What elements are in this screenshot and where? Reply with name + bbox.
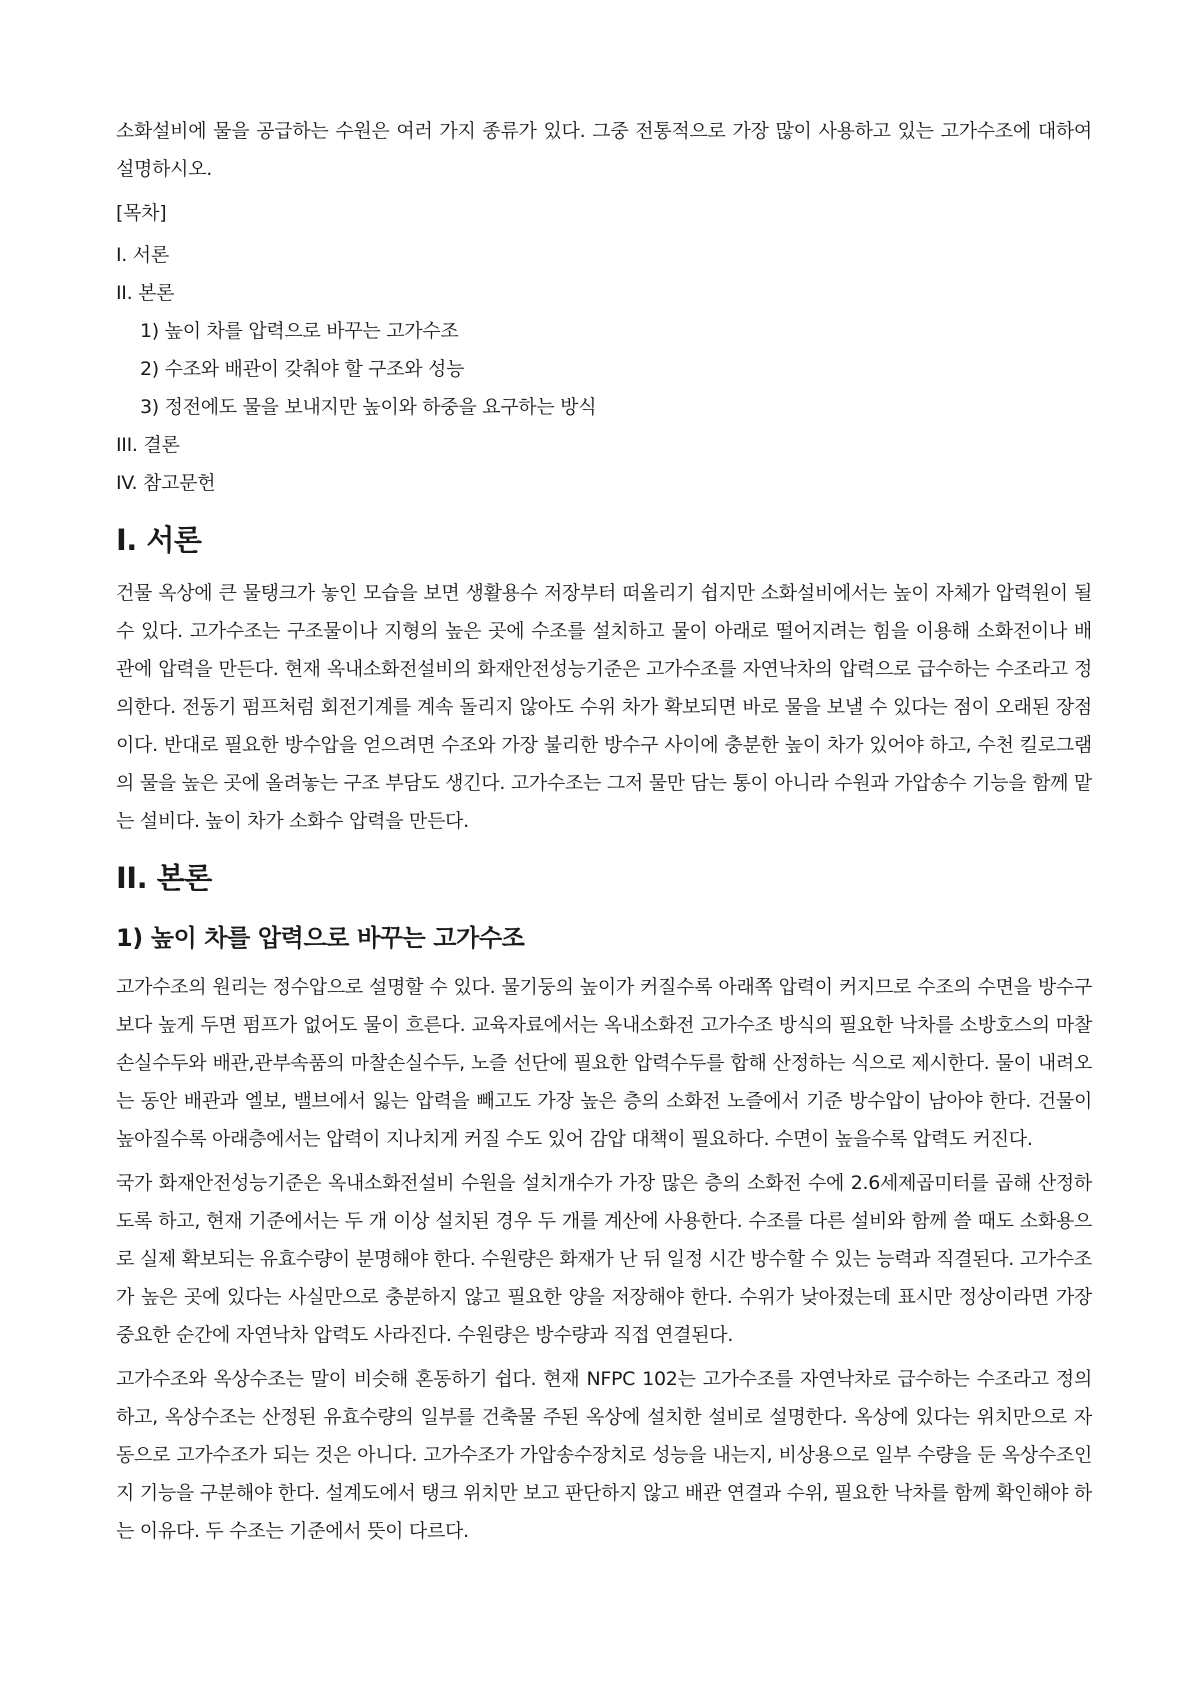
toc-item: III. 결론	[116, 434, 180, 456]
toc-item: 3) 정전에도 물을 보내지만 높이와 하중을 요구하는 방식	[140, 396, 597, 418]
body-paragraph: 고가수조와 옥상수조는 말이 비슷해 혼동하기 쉽다. 현재 NFPC 102는 고가수조를 자연낙차로 급수하는 수조라고 정의하고, 옥상수조는 산정된 유효수량의 일부를 건축물 주된 옥상에 설치한 설비로 설명한다. 옥상에 있다는 위치만으로 자동으로 고가수조가 되는 것은 아니다. 고가수조가 가압송수장치로 성능을 내는지, 비상용으로 일부 수량을 둔 옥상수조인지 기능을 구분해야 한다. 설계도에서 탱크 위치만 보고 판단하지 않고 배관 연결과 수위, 필요한 낙차를 함께 확인해야 하는 이유다. 두 수조는 기준에서 뜻이 다르다.	[116, 1368, 1092, 1542]
document-page	[116, 112, 1092, 1556]
toc-item: 1) 높이 차를 압력으로 바꾸는 고가수조	[140, 320, 459, 342]
body-paragraph: 고가수조의 원리는 정수압으로 설명할 수 있다. 물기둥의 높이가 커질수록 아래쪽 압력이 커지므로 수조의 수면을 방수구보다 높게 두면 펌프가 없어도 물이 흐른다. 교육자료에서는 옥내소화전 고가수조 방식의 필요한 낙차를 소방호스의 마찰손실수두와 배관,관부속품의 마찰손실수두, 노즐 선단에 필요한 압력수두를 합해 산정하는 식으로 제시한다. 물이 내려오는 동안 배관과 엘보, 밸브에서 잃는 압력을 빼고도 가장 높은 층의 소화전 노즐에서 기준 방수압이 남아야 한다. 건물이 높아질수록 아래층에서는 압력이 지나치게 커질 수도 있어 감압 대책이 필요하다. 수면이 높을수록 압력도 커진다.	[116, 976, 1092, 1150]
toc-heading: [목차]	[116, 202, 167, 224]
table-of-contents	[116, 194, 1092, 502]
toc-item: II. 본론	[116, 282, 175, 304]
section-heading-introduction: I. 서론	[116, 523, 202, 557]
toc-item: I. 서론	[116, 244, 169, 266]
subsection-heading-1: 1) 높이 차를 압력으로 바꾸는 고가수조	[116, 924, 525, 952]
toc-item: IV. 참고문헌	[116, 472, 216, 494]
toc-item: 2) 수조와 배관이 갖춰야 할 구조와 성능	[140, 358, 465, 380]
section-heading-body: II. 본론	[116, 861, 212, 895]
body-paragraph: 국가 화재안전성능기준은 옥내소화전설비 수원을 설치개수가 가장 많은 층의 소화전 수에 2.6세제곱미터를 곱해 산정하도록 하고, 현재 기준에서는 두 개 이상 설치된 경우 두 개를 계산에 사용한다. 수조를 다른 설비와 함께 쓸 때도 소화용으로 실제 확보되는 유효수량이 분명해야 한다. 수원량은 화재가 난 뒤 일정 시간 방수할 수 있는 능력과 직결된다. 고가수조가 높은 곳에 있다는 사실만으로 충분하지 않고 필요한 양을 저장해야 한다. 수위가 낮아졌는데 표시만 정상이라면 가장 중요한 순간에 자연낙차 압력도 사라진다. 수원량은 방수량과 직접 연결된다.	[116, 1172, 1092, 1346]
introduction-paragraph: 건물 옥상에 큰 물탱크가 놓인 모습을 보면 생활용수 저장부터 떠올리기 쉽지만 소화설비에서는 높이 자체가 압력원이 될 수 있다. 고가수조는 구조물이나 지형의 높은 곳에 수조를 설치하고 물이 아래로 떨어지려는 힘을 이용해 소화전이나 배관에 압력을 만든다. 현재 옥내소화전설비의 화재안전성능기준은 고가수조를 자연낙차의 압력으로 급수하는 수조라고 정의한다. 전동기 펌프처럼 회전기계를 계속 돌리지 않아도 수위 차가 확보되면 바로 물을 보낼 수 있다는 점이 오래된 장점이다. 반대로 필요한 방수압을 얻으려면 수조와 가장 불리한 방수구 사이에 충분한 높이 차가 있어야 하고, 수천 킬로그램의 물을 높은 곳에 올려놓는 구조 부담도 생긴다. 고가수조는 그저 물만 담는 통이 아니라 수원과 가압송수 기능을 함께 맡는 설비다. 높이 차가 소화수 압력을 만든다.	[116, 582, 1092, 832]
question-prompt: 소화설비에 물을 공급하는 수원은 여러 가지 종류가 있다. 그중 전통적으로 가장 많이 사용하고 있는 고가수조에 대하여 설명하시오.	[116, 120, 1092, 180]
